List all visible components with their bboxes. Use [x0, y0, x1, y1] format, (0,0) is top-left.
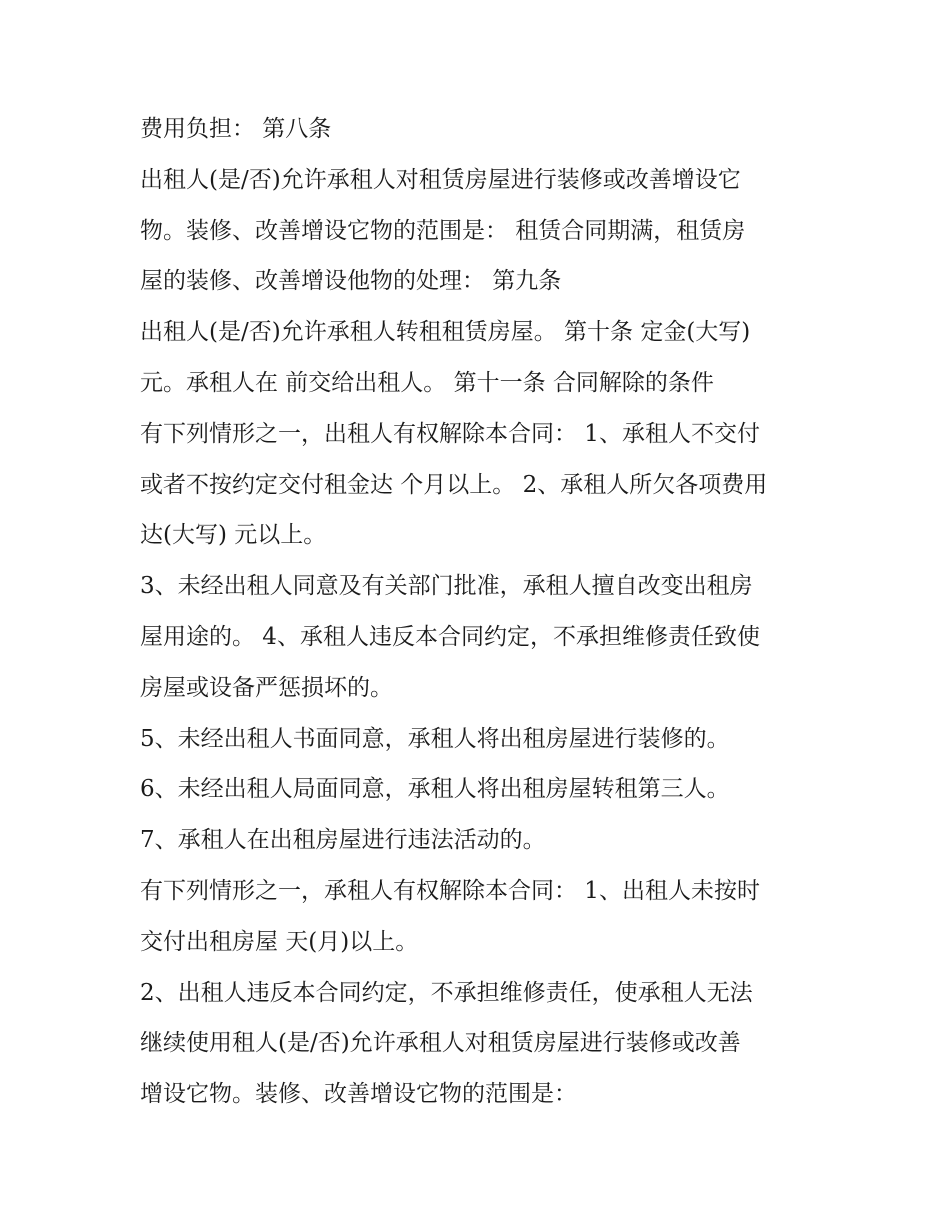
text-line-6: 元。承租人在 前交给出租人。 第十一条 合同解除的条件 [140, 369, 714, 396]
text-line-13: 5、未经出租人书面同意，承租人将出租房屋进行装修的。 [140, 725, 730, 752]
text-line-7: 有下列情形之一，出租人有权解除本合同： 1、承租人不交付 [140, 420, 760, 447]
text-line-17: 交付出租房屋 天(月)以上。 [140, 928, 419, 955]
text-line-20: 增设它物。装修、改善增设它物的范围是： [140, 1081, 577, 1108]
text-line-18: 2、出租人违反本合同约定，不承担维修责任，使承租人无法 [140, 979, 753, 1006]
text-line-12: 房屋或设备严惩损坏的。 [140, 674, 393, 701]
text-line-2: 出租人(是/否)允许承租人对租赁房屋进行装修或改善增设它 [140, 166, 741, 193]
text-line-19: 继续使用租人(是/否)允许承租人对租赁房屋进行装修或改善 [140, 1030, 741, 1057]
text-line-15: 7、承租人在出租房屋进行违法活动的。 [140, 827, 546, 854]
document-body [140, 111, 830, 1127]
text-line-8: 或者不按约定交付租金达 个月以上。 2、承租人所欠各项费用 [140, 471, 768, 498]
text-line-9: 达(大写) 元以上。 [140, 522, 327, 549]
text-line-11: 屋用途的。 4、承租人违反本合同约定，不承担维修责任致使 [140, 623, 760, 650]
text-line-14: 6、未经出租人局面同意，承租人将出租房屋转租第三人。 [140, 776, 730, 803]
text-line-4: 屋的装修、改善增设他物的处理： 第九条 [140, 268, 562, 295]
text-line-16: 有下列情形之一，承租人有权解除本合同： 1、出租人未按时 [140, 877, 760, 904]
text-line-10: 3、未经出租人同意及有关部门批准，承租人擅自改变出租房 [140, 573, 753, 600]
text-line-1: 费用负担： 第八条 [140, 116, 332, 142]
text-line-5: 出租人(是/否)允许承租人转租租赁房屋。 第十条 定金(大写) [140, 319, 751, 346]
text-line-3: 物。装修、改善增设它物的范围是： 租赁合同期满，租赁房 [140, 217, 746, 244]
